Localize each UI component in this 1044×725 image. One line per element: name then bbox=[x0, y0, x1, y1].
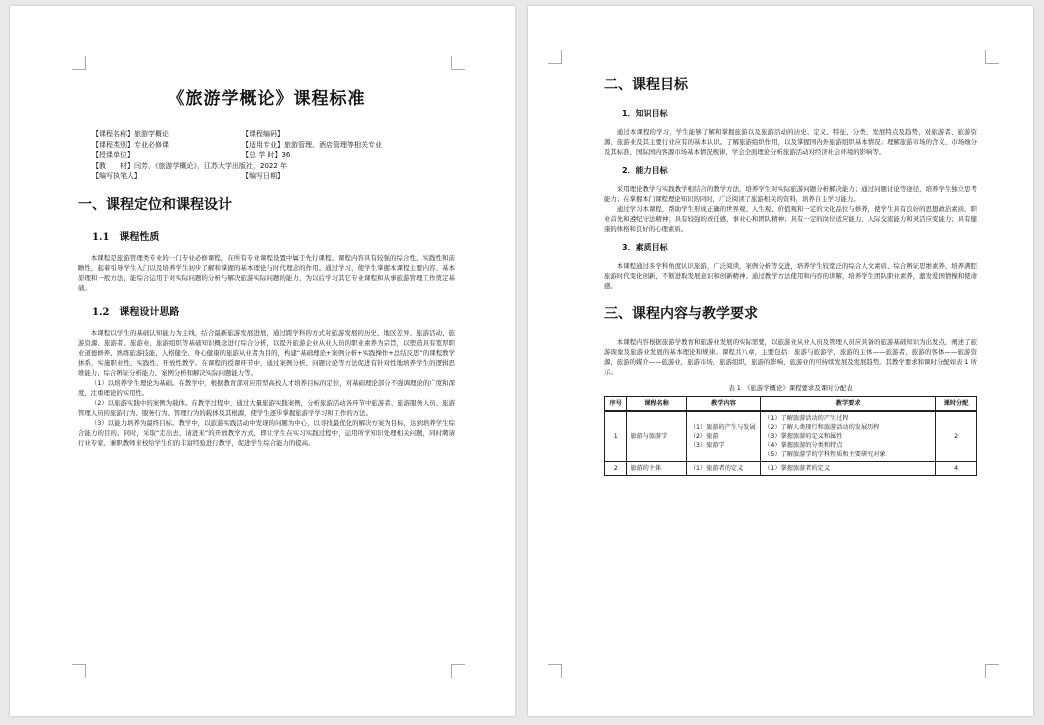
cell-hours: 4 bbox=[936, 462, 977, 476]
info-course-code: 【课程编码】 bbox=[242, 130, 284, 138]
crop-mark bbox=[985, 664, 999, 678]
table-caption: 表 1 《旅游学概论》课程要求及课时分配表 bbox=[728, 384, 853, 392]
table-header-row bbox=[605, 397, 977, 412]
info-row bbox=[92, 129, 455, 140]
content-line: （2）旅游 bbox=[689, 433, 719, 440]
info-course-name: 【课程名称】旅游学概论 bbox=[92, 130, 169, 138]
paragraph: 采用理论教学与实践教学相结合的教学方法，培养学生对实际旅游问题分析解决能力；通过问题讨论等途径，培养学生独立思考能力；在掌握本门课程理论知识的同时，广泛阅读了旅游相关的资料，培养自主学习能力。 bbox=[604, 185, 977, 203]
cell-hours: 2 bbox=[936, 411, 977, 462]
info-row bbox=[92, 150, 455, 161]
crop-mark bbox=[548, 664, 562, 678]
paragraph: （1）以培养学生理论为基础。在教学中，根据教育部对应用型高校人才培养目标的定位，对基础理论部分不强调理论的广度和深度，注重理论的实用性。 bbox=[78, 378, 455, 397]
info-course-category: 【课程类别】专业必修课 bbox=[92, 140, 169, 149]
crop-mark bbox=[985, 50, 999, 64]
subsection-heading: 1.2 课程设计思路 bbox=[92, 306, 180, 318]
content-line: （3）旅游学 bbox=[689, 442, 725, 449]
header-name: 课程名称 bbox=[627, 397, 687, 412]
info-date: 【编写日期】 bbox=[242, 172, 284, 180]
cell-number: 2 bbox=[605, 462, 627, 476]
paragraph: （3）以能力培养为最终目标。教学中，以旅游实践活动中发现的问题为中心，以寻找最优化的解决方案为目标，达到培养学生综合能力的目的。同时，采取“走出去、请进来”的开放教学方式，即让学生在实习实践过程中，运用所学知识处理相关问题，同时聘请行业专家、兼职教师来校给学生们的丰富经验进行教学，促进学生综合能力的提高。 bbox=[78, 418, 455, 447]
requirement-line: （1）了解旅游活动的产生过程 bbox=[764, 415, 849, 422]
crop-mark bbox=[451, 664, 465, 678]
info-textbook: 【教 材】闫芳，《旅游学概论》，江苏大学出版社，2022 年 bbox=[92, 161, 288, 170]
crop-mark bbox=[72, 56, 86, 70]
crop-mark bbox=[451, 56, 465, 70]
table-row bbox=[605, 411, 977, 462]
header-hours: 课时分配 bbox=[936, 397, 977, 412]
cell-requirements bbox=[761, 411, 936, 462]
cell-content bbox=[686, 411, 760, 462]
section-heading: 一、课程定位和课程设计 bbox=[78, 196, 232, 213]
content-line: （1）旅游者的定义 bbox=[689, 465, 744, 472]
requirement-line: （1）掌握旅游者的定义 bbox=[764, 465, 831, 472]
document-page-2 bbox=[528, 6, 1033, 716]
paragraph: （2）以旅游实践中的案例为载体。在教学过程中，通过大量旅游实践案例，分析旅游活动各环节中旅游者、旅游服务人员、旅游管理人员的旅游行为、服务行为、管理行为的载体及其根源，使学生逐步掌握旅游学学习和工作的方法。 bbox=[78, 398, 455, 417]
cell-content bbox=[686, 462, 760, 476]
cell-name: 旅游的主体 bbox=[627, 462, 687, 476]
info-row bbox=[92, 171, 455, 182]
course-table bbox=[604, 396, 977, 476]
header-requirements: 教学要求 bbox=[761, 397, 936, 412]
cell-number: 1 bbox=[605, 411, 627, 462]
table-row bbox=[605, 462, 977, 476]
info-total-hours: 【总 学 时】36 bbox=[242, 151, 291, 159]
crop-mark bbox=[548, 50, 562, 64]
course-info-block bbox=[92, 129, 455, 182]
content-line: （1）旅游的产生与发展 bbox=[689, 424, 756, 431]
requirement-line: （5）了解旅游学的学科性质和主要研究对象 bbox=[764, 451, 886, 458]
requirement-line: （4）掌握旅游的分类和特点 bbox=[764, 442, 843, 449]
info-teaching-unit: 【授课单位】 bbox=[92, 151, 134, 159]
section-heading: 三、课程内容与教学要求 bbox=[604, 306, 758, 322]
info-author: 【编写执笔人】 bbox=[92, 172, 141, 180]
paragraph: 本课程内容根据旅游学教育和旅游业发展的实际需要，以旅游业从业人员及管理人员应具备的旅游基础知识为出发点，阐述了旅游现象及旅游业发展的基本理论和规律。课程共八章，主要包括：旅游与旅游学，旅游的主体——旅游者，旅游的客体——旅游资源，旅游的媒介——旅游业，旅游市场，旅游组织，旅游的影响，旅游业的可持续发展及发展趋势。其教学要求和课时分配如表 1 所示。 bbox=[604, 338, 977, 376]
goal-heading: 1．知识目标 bbox=[622, 109, 668, 118]
crop-mark bbox=[72, 664, 86, 678]
paragraph: 通过本课程的学习，学生能够了解和掌握旅游以及旅游活动的历史、定义、特征、分类、发展特点及趋势，对旅游者、旅游资源、旅游业及其主要行业应有的基本认识。了解旅游组织作用，以及掌握国内外旅游组织基本情况；理解旅游市场的含义、市场细分及其标准、国际国内客源市场基本情况规律，学会全面理论分析旅游活动对经济社会环境的影响等。 bbox=[604, 128, 977, 156]
paragraph: 本课程以学生的基础认知能力为主线，结合最新旅游发展进展，通过跨学科的方式对旅游发展的历史、地区差异、旅游活动、旅游资源、旅游者、旅游业、旅游组织等基础知识概念进行综合分析，以提升旅游企业从业人员的职业素养为宗旨，以塑造具有宽厚职业道德修养、熟练旅游技能、人格健全、身心健康的旅游从业者为目的，构建“基础理论+案例分析+实践操作+总结反思”的课程教学体系，实施职业性、实践性、开放性教学。在课程的授课环节中，通过案例分析、问题讨论等方法促进有针对性地培养学生的逻辑思维能力、综合辨证分析能力、案例分析和解决实际问题能力等。 bbox=[78, 328, 455, 377]
info-applicable-major: 【适用专业】旅游管理、酒店管理等相关专业 bbox=[242, 140, 382, 149]
paragraph: 本课程是旅游管理类专业的一门专业必修课程，在所有专业课程设置中属于先行课程。课程内容具有较强的综合性、实践性和前瞻性，起着引导学生入门以及培养学生初步了解和掌握的基本理论与时代理念的作用。通过学习，使学生掌握本课程主要内容、基本原理和一般方法，能综合运用于对实际问题的分析与解决旅游实际问题的能力，为以后学习其它专业课程和从事旅游管理工作奠定基础。 bbox=[78, 253, 455, 292]
page-2-content bbox=[604, 74, 977, 476]
paragraph: 本课程通过多学科角度认识旅游，广泛阅读，案例分析等交进，培养学生较宽泛的综合人文素质、综合辨证思维素养，培养满腔旅游时代变化创新，不断进取发展意识和创新精神。通过教学方法使用和内容的讲解，培养学生团队职业素养，激发爱国情操和使命感。 bbox=[604, 262, 977, 290]
requirement-line: （2）了解人类现行和旅游活动的发展历程 bbox=[764, 424, 880, 431]
section-heading: 二、课程目标 bbox=[604, 77, 688, 93]
document-title: 《旅游学概论》课程标准 bbox=[167, 89, 366, 109]
page-1-content bbox=[78, 84, 455, 448]
goal-heading: 2．能力目标 bbox=[622, 166, 668, 175]
paragraph: 通过学习本课程，帮助学生形成正确的世界观、人生观、价值观和一定的文化品位与修养，使学生具有良好的思想政治素质、职业首先和遵纪守法精神；具有较强的责任感、事业心和团队精神；具有一定的岗位适应能力、人际交流能力和灵活应变能力；具有健康的体格和良好的心理素质。 bbox=[604, 205, 977, 233]
info-row bbox=[92, 161, 455, 172]
info-row bbox=[92, 140, 455, 151]
goal-heading: 3．素质目标 bbox=[622, 243, 668, 252]
header-number: 序号 bbox=[605, 397, 627, 412]
header-content: 教学内容 bbox=[686, 397, 760, 412]
subsection-heading: 1.1 课程性质 bbox=[92, 231, 160, 243]
cell-name: 旅游与旅游学 bbox=[627, 411, 687, 462]
cell-requirements bbox=[761, 462, 936, 476]
document-page-1 bbox=[10, 6, 515, 716]
requirement-line: （3）掌握旅游的定义和属性 bbox=[764, 433, 843, 440]
